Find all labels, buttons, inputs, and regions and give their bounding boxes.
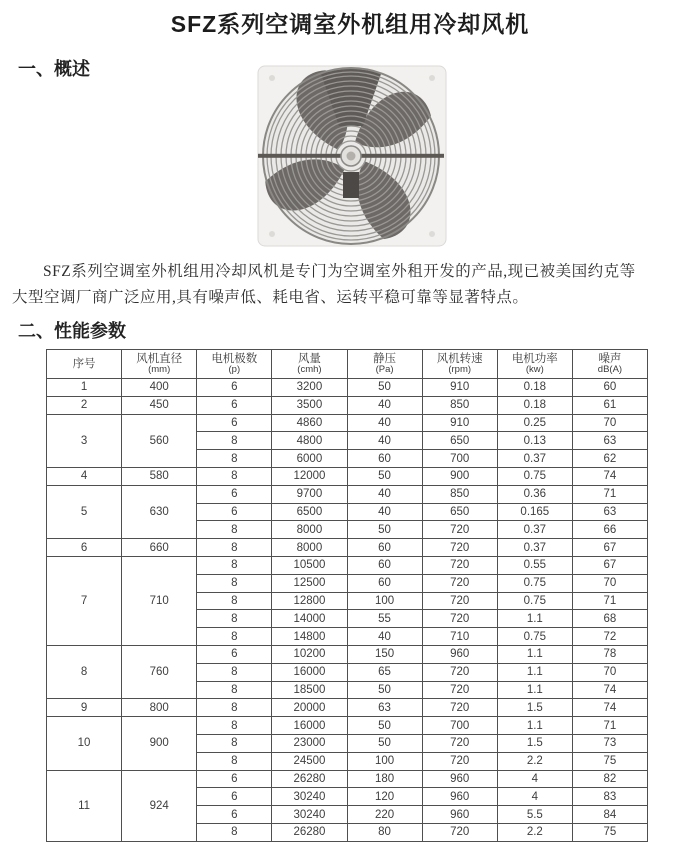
cell-fan-diameter: 924 — [122, 770, 197, 841]
table-cell: 24500 — [272, 752, 347, 770]
table-cell: 720 — [422, 734, 497, 752]
table-cell: 50 — [347, 734, 422, 752]
document-page — [0, 6, 700, 864]
cell-serial-number: 1 — [47, 379, 122, 397]
table-cell: 4 — [497, 788, 572, 806]
table-cell: 720 — [422, 663, 497, 681]
table-row — [47, 396, 648, 414]
table-cell: 8 — [197, 592, 272, 610]
table-cell: 60 — [572, 379, 647, 397]
cell-serial-number: 5 — [47, 485, 122, 538]
table-cell: 960 — [422, 645, 497, 663]
table-cell: 8000 — [272, 521, 347, 539]
table-cell: 60 — [347, 574, 422, 592]
table-cell: 1.5 — [497, 734, 572, 752]
table-cell: 8000 — [272, 539, 347, 557]
table-cell: 40 — [347, 628, 422, 646]
table-cell: 0.55 — [497, 556, 572, 574]
table-cell: 75 — [572, 752, 647, 770]
cell-serial-number: 7 — [47, 556, 122, 645]
table-cell: 60 — [347, 556, 422, 574]
table-row — [47, 699, 648, 717]
table-cell: 1.1 — [497, 663, 572, 681]
table-cell: 6 — [197, 485, 272, 503]
table-cell: 960 — [422, 770, 497, 788]
cell-fan-diameter: 760 — [122, 645, 197, 698]
table-cell: 82 — [572, 770, 647, 788]
cell-serial-number: 9 — [47, 699, 122, 717]
column-header: 静压 (Pa) — [347, 350, 422, 379]
table-cell: 14000 — [272, 610, 347, 628]
table-cell: 4800 — [272, 432, 347, 450]
table-cell: 720 — [422, 574, 497, 592]
column-header: 风量 (cmh) — [272, 350, 347, 379]
table-cell: 910 — [422, 414, 497, 432]
table-cell: 2.2 — [497, 752, 572, 770]
table-row — [47, 645, 648, 663]
table-cell: 150 — [347, 645, 422, 663]
table-cell: 720 — [422, 556, 497, 574]
table-cell: 720 — [422, 610, 497, 628]
table-cell: 10200 — [272, 645, 347, 663]
table-cell: 8 — [197, 539, 272, 557]
table-cell: 180 — [347, 770, 422, 788]
table-cell: 20000 — [272, 699, 347, 717]
table-cell: 8 — [197, 574, 272, 592]
table-cell: 0.25 — [497, 414, 572, 432]
table-cell: 74 — [572, 681, 647, 699]
cell-fan-diameter: 900 — [122, 717, 197, 770]
table-cell: 83 — [572, 788, 647, 806]
table-cell: 1.1 — [497, 645, 572, 663]
table-cell: 74 — [572, 699, 647, 717]
table-row — [47, 717, 648, 735]
table-cell: 1.5 — [497, 699, 572, 717]
table-cell: 120 — [347, 788, 422, 806]
table-cell: 26280 — [272, 770, 347, 788]
table-cell: 0.18 — [497, 396, 572, 414]
cell-serial-number: 2 — [47, 396, 122, 414]
table-row — [47, 379, 648, 397]
table-cell: 60 — [347, 450, 422, 468]
table-cell: 0.37 — [497, 450, 572, 468]
table-cell: 720 — [422, 699, 497, 717]
table-cell: 4860 — [272, 414, 347, 432]
table-cell: 6 — [197, 806, 272, 824]
table-cell: 6 — [197, 645, 272, 663]
table-cell: 12800 — [272, 592, 347, 610]
cell-fan-diameter: 400 — [122, 379, 197, 397]
table-cell: 0.75 — [497, 574, 572, 592]
table-cell: 80 — [347, 823, 422, 841]
table-cell: 0.18 — [497, 379, 572, 397]
table-cell: 6500 — [272, 503, 347, 521]
cell-fan-diameter: 800 — [122, 699, 197, 717]
table-cell: 78 — [572, 645, 647, 663]
table-row — [47, 467, 648, 485]
column-header: 风机转速 (rpm) — [422, 350, 497, 379]
cell-serial-number: 4 — [47, 467, 122, 485]
intro-line: SFZ系列空调室外机组用冷却风机是专门为空调室外租开发的产品,现已被美国约克等 — [43, 263, 636, 280]
table-cell: 720 — [422, 752, 497, 770]
table-cell: 40 — [347, 414, 422, 432]
table-cell: 700 — [422, 717, 497, 735]
cell-serial-number: 3 — [47, 414, 122, 467]
table-cell: 16000 — [272, 663, 347, 681]
column-header: 风机直径 (mm) — [122, 350, 197, 379]
table-cell: 68 — [572, 610, 647, 628]
table-cell: 50 — [347, 379, 422, 397]
table-cell: 6 — [197, 503, 272, 521]
cell-fan-diameter: 450 — [122, 396, 197, 414]
table-cell: 850 — [422, 396, 497, 414]
table-cell: 8 — [197, 556, 272, 574]
table-cell: 0.75 — [497, 467, 572, 485]
table-cell: 72 — [572, 628, 647, 646]
table-cell: 70 — [572, 414, 647, 432]
table-cell: 0.37 — [497, 539, 572, 557]
table-cell: 84 — [572, 806, 647, 824]
cell-serial-number: 8 — [47, 645, 122, 698]
table-cell: 70 — [572, 574, 647, 592]
table-cell: 40 — [347, 485, 422, 503]
table-cell: 650 — [422, 432, 497, 450]
cell-fan-diameter: 560 — [122, 414, 197, 467]
table-cell: 60 — [347, 539, 422, 557]
table-cell: 0.13 — [497, 432, 572, 450]
table-cell: 8 — [197, 699, 272, 717]
table-cell: 6 — [197, 770, 272, 788]
fan-image — [0, 65, 700, 247]
table-cell: 67 — [572, 556, 647, 574]
cell-fan-diameter: 660 — [122, 539, 197, 557]
table-cell: 8 — [197, 467, 272, 485]
section-overview-heading: 一、概述 — [18, 59, 90, 79]
table-cell: 61 — [572, 396, 647, 414]
table-row — [47, 556, 648, 574]
table-cell: 6 — [197, 414, 272, 432]
table-cell: 74 — [572, 467, 647, 485]
table-cell: 62 — [572, 450, 647, 468]
table-cell: 220 — [347, 806, 422, 824]
table-cell: 8 — [197, 450, 272, 468]
cell-serial-number: 11 — [47, 770, 122, 841]
table-cell: 100 — [347, 752, 422, 770]
section-performance-heading: 二、性能参数 — [18, 321, 126, 341]
table-cell: 63 — [572, 503, 647, 521]
table-row — [47, 770, 648, 788]
table-cell: 720 — [422, 681, 497, 699]
page-title: SFZ系列空调室外机组用冷却风机 — [170, 11, 530, 37]
intro-line: 大型空调厂商广泛应用,具有噪声低、耗电省、运转平稳可靠等显著特点。 — [12, 289, 529, 306]
table-cell: 8 — [197, 717, 272, 735]
table-cell: 50 — [347, 521, 422, 539]
intro-paragraph — [12, 259, 690, 311]
table-cell: 65 — [347, 663, 422, 681]
table-cell: 66 — [572, 521, 647, 539]
table-row — [47, 485, 648, 503]
table-cell: 8 — [197, 521, 272, 539]
table-cell: 12000 — [272, 467, 347, 485]
table-cell: 3200 — [272, 379, 347, 397]
column-header: 序号 — [47, 350, 122, 379]
table-cell: 960 — [422, 788, 497, 806]
table-cell: 40 — [347, 432, 422, 450]
table-row — [47, 539, 648, 557]
cell-fan-diameter: 580 — [122, 467, 197, 485]
table-cell: 850 — [422, 485, 497, 503]
table-cell: 900 — [422, 467, 497, 485]
table-cell: 1.1 — [497, 717, 572, 735]
table-cell: 8 — [197, 432, 272, 450]
table-cell: 10500 — [272, 556, 347, 574]
table-cell: 26280 — [272, 823, 347, 841]
table-cell: 50 — [347, 681, 422, 699]
table-row — [47, 414, 648, 432]
table-cell: 0.36 — [497, 485, 572, 503]
table-cell: 8 — [197, 663, 272, 681]
table-cell: 71 — [572, 592, 647, 610]
table-cell: 8 — [197, 752, 272, 770]
table-cell: 0.75 — [497, 628, 572, 646]
cell-serial-number: 6 — [47, 539, 122, 557]
table-cell: 710 — [422, 628, 497, 646]
table-cell: 71 — [572, 485, 647, 503]
table-cell: 23000 — [272, 734, 347, 752]
table-cell: 720 — [422, 539, 497, 557]
table-cell: 8 — [197, 823, 272, 841]
table-cell: 14800 — [272, 628, 347, 646]
table-cell: 6 — [197, 379, 272, 397]
table-cell: 63 — [572, 432, 647, 450]
table-cell: 55 — [347, 610, 422, 628]
axial-fan-illustration — [232, 65, 468, 247]
table-cell: 0.37 — [497, 521, 572, 539]
table-cell: 720 — [422, 823, 497, 841]
table-cell: 1.1 — [497, 610, 572, 628]
table-cell: 8 — [197, 628, 272, 646]
table-cell: 70 — [572, 663, 647, 681]
table-cell: 30240 — [272, 788, 347, 806]
table-cell: 18500 — [272, 681, 347, 699]
table-cell: 3500 — [272, 396, 347, 414]
table-cell: 1.1 — [497, 681, 572, 699]
table-cell: 71 — [572, 717, 647, 735]
table-cell: 700 — [422, 450, 497, 468]
table-cell: 50 — [347, 717, 422, 735]
cell-fan-diameter: 630 — [122, 485, 197, 538]
table-cell: 67 — [572, 539, 647, 557]
table-cell: 0.75 — [497, 592, 572, 610]
table-cell: 100 — [347, 592, 422, 610]
table-cell: 6 — [197, 788, 272, 806]
table-cell: 6 — [197, 396, 272, 414]
table-cell: 12500 — [272, 574, 347, 592]
table-cell: 40 — [347, 396, 422, 414]
table-cell: 40 — [347, 503, 422, 521]
column-header: 电机极数 (p) — [197, 350, 272, 379]
table-cell: 8 — [197, 681, 272, 699]
table-header — [47, 350, 648, 379]
cell-serial-number: 10 — [47, 717, 122, 770]
table-cell: 720 — [422, 521, 497, 539]
table-cell: 50 — [347, 467, 422, 485]
table-cell: 30240 — [272, 806, 347, 824]
table-cell: 720 — [422, 592, 497, 610]
table-cell: 6000 — [272, 450, 347, 468]
table-cell: 5.5 — [497, 806, 572, 824]
table-cell: 4 — [497, 770, 572, 788]
table-cell: 960 — [422, 806, 497, 824]
table-cell: 9700 — [272, 485, 347, 503]
header-row — [47, 350, 648, 379]
table-cell: 910 — [422, 379, 497, 397]
table-cell: 650 — [422, 503, 497, 521]
column-header: 电机功率 (kw) — [497, 350, 572, 379]
cell-fan-diameter: 710 — [122, 556, 197, 645]
table-cell: 73 — [572, 734, 647, 752]
table-cell: 75 — [572, 823, 647, 841]
table-cell: 8 — [197, 610, 272, 628]
column-header: 噪声 dB(A) — [572, 350, 647, 379]
performance-table — [46, 349, 648, 842]
table-cell: 0.165 — [497, 503, 572, 521]
table-body — [47, 379, 648, 842]
table-cell: 63 — [347, 699, 422, 717]
table-cell: 2.2 — [497, 823, 572, 841]
table-cell: 16000 — [272, 717, 347, 735]
table-cell: 8 — [197, 734, 272, 752]
